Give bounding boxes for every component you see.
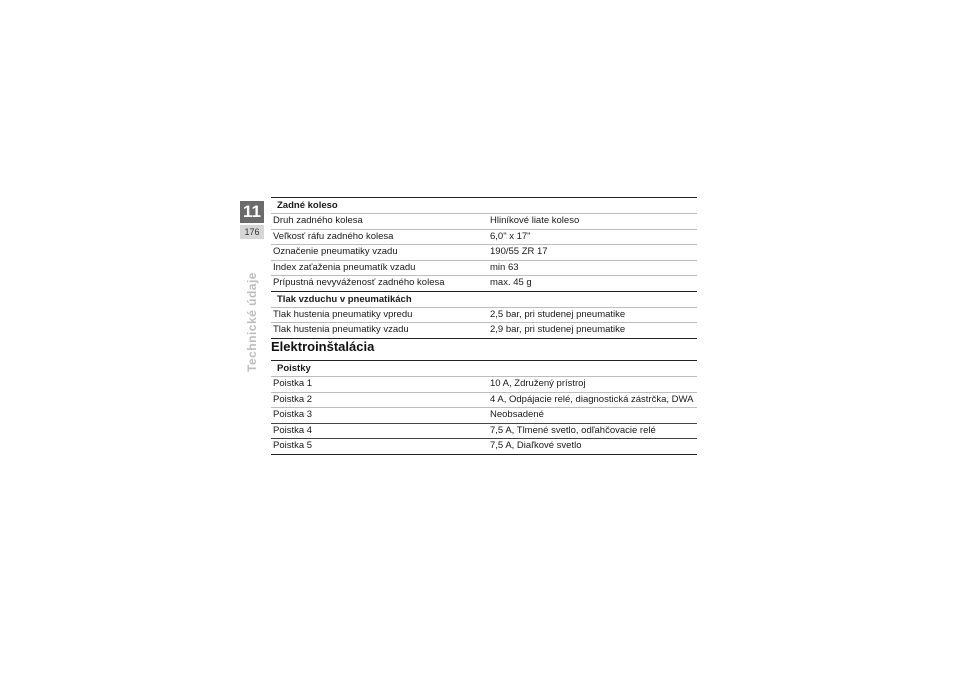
- table-row: [271, 322, 697, 338]
- chapter-number: 11: [240, 201, 264, 223]
- fuses-table: [271, 360, 697, 455]
- row-label: Poistka 5: [273, 440, 313, 451]
- row-value: 190/55 ZR 17: [490, 246, 548, 257]
- row-value: 6,0" x 17": [490, 230, 531, 242]
- row-label: Veľkosť ráfu zadného kolesa: [273, 230, 394, 242]
- rear-wheel-heading: Zadné koleso: [271, 197, 697, 213]
- table-row: [271, 438, 697, 454]
- table-row: [271, 376, 697, 392]
- table-row: [271, 244, 697, 260]
- row-label: Poistka 1: [273, 378, 313, 389]
- row-value: min 63: [490, 261, 519, 273]
- row-label: Druh zadného kolesa: [273, 215, 363, 226]
- fuses-heading: Poistky: [271, 360, 697, 376]
- chapter-title-text: Technické údaje: [245, 272, 259, 372]
- row-label: Index zaťaženia pneumatík vzadu: [273, 261, 416, 273]
- page-number: 176: [240, 225, 264, 239]
- row-label: Tlak hustenia pneumatiky vzadu: [273, 324, 409, 335]
- table-row: [271, 229, 697, 245]
- row-value: 7,5 A, Diaľkové svetlo: [490, 440, 582, 451]
- row-label: Tlak hustenia pneumatiky vpredu: [273, 308, 413, 320]
- row-label: Poistka 2: [273, 393, 313, 405]
- table-row: [271, 260, 697, 276]
- row-label: Prípustná nevyváženosť zadného kolesa: [273, 277, 445, 288]
- chapter-title: [229, 272, 275, 372]
- rear-wheel-table: [271, 197, 697, 339]
- section-title-electrical: Elektroinštalácia: [271, 339, 375, 354]
- table-bottom-rule: [271, 454, 697, 455]
- row-value: 2,5 bar, pri studenej pneumatike: [490, 308, 626, 320]
- table-row: [271, 407, 697, 423]
- row-value: Hliníkové liate koleso: [490, 215, 580, 226]
- table-row: [271, 307, 697, 323]
- table-row: [271, 423, 697, 439]
- row-value: max. 45 g: [490, 277, 532, 288]
- row-label: Označenie pneumatiky vzadu: [273, 246, 398, 257]
- row-value: 2,9 bar, pri studenej pneumatike: [490, 324, 626, 335]
- row-label: Poistka 4: [273, 424, 313, 436]
- row-label: Poistka 3: [273, 409, 313, 420]
- table-row: [271, 213, 697, 229]
- row-value: 7,5 A, Tlmené svetlo, odľahčovacie relé: [490, 424, 656, 436]
- row-value: 4 A, Odpájacie relé, diagnostická zástrčka, DWA: [490, 393, 694, 405]
- row-value: Neobsadené: [490, 409, 544, 420]
- tire-pressure-heading: Tlak vzduchu v pneumatikách: [271, 291, 697, 307]
- table-row: [271, 275, 697, 291]
- table-row: [271, 392, 697, 408]
- row-value: 10 A, Združený prístroj: [490, 378, 586, 389]
